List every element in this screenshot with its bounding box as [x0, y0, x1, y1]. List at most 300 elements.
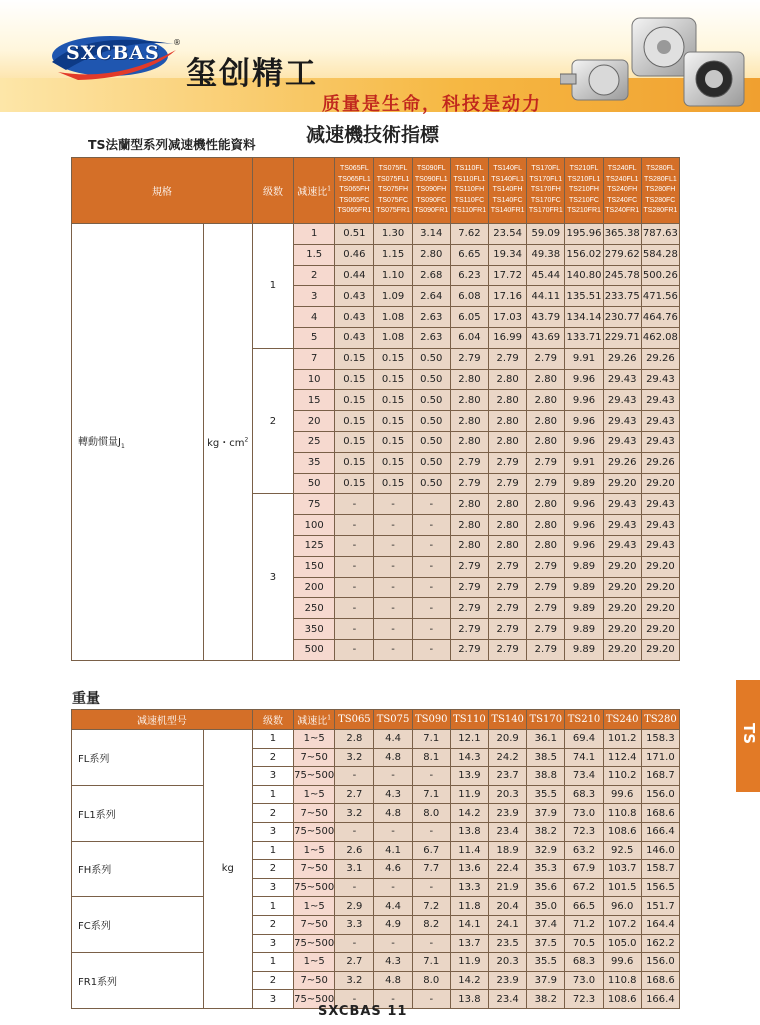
value-cell: - — [335, 639, 374, 660]
ratio-cell: 4 — [294, 307, 335, 328]
value-cell: 29.20 — [603, 577, 641, 598]
value-cell: 99.6 — [603, 785, 641, 804]
value-cell: 164.4 — [641, 915, 679, 934]
value-cell: 195.96 — [565, 224, 603, 245]
value-cell: 32.9 — [527, 841, 565, 860]
value-cell: 3.14 — [412, 224, 450, 245]
value-cell: 0.15 — [374, 369, 412, 390]
value-cell: - — [412, 598, 450, 619]
value-cell: 2.6 — [335, 841, 374, 860]
value-cell: 29.43 — [603, 369, 641, 390]
ratio-cell: 7~50 — [294, 971, 335, 990]
model-name: TS090FL — [416, 165, 446, 173]
model-name: TS280FL1 — [644, 175, 677, 183]
stage-cell: 2 — [252, 804, 293, 823]
value-cell: 2.64 — [412, 286, 450, 307]
value-cell: 0.50 — [412, 431, 450, 452]
value-cell: 233.75 — [603, 286, 641, 307]
value-cell: 37.5 — [527, 934, 565, 953]
value-cell: 71.2 — [565, 915, 603, 934]
value-cell: 6.65 — [450, 244, 488, 265]
value-cell: 29.20 — [603, 598, 641, 619]
value-cell: 9.89 — [565, 556, 603, 577]
stage-cell: 2 — [252, 971, 293, 990]
value-cell: 96.0 — [603, 897, 641, 916]
ratio-cell: 7 — [294, 348, 335, 369]
model-name: TS280FR1 — [643, 207, 678, 215]
value-cell: 29.20 — [603, 619, 641, 640]
value-cell: 2.7 — [335, 785, 374, 804]
value-cell: 4.9 — [374, 915, 412, 934]
value-cell: 156.0 — [641, 785, 679, 804]
value-cell: 462.08 — [641, 327, 679, 348]
value-cell: 12.1 — [450, 730, 488, 749]
value-cell: 11.9 — [450, 953, 488, 972]
value-cell: - — [412, 619, 450, 640]
value-cell: - — [335, 577, 374, 598]
value-cell: 2.79 — [489, 556, 527, 577]
value-cell: 9.89 — [565, 639, 603, 660]
value-cell: 44.11 — [527, 286, 565, 307]
ratio-cell: 1~5 — [294, 730, 335, 749]
stage-header: 级数 — [252, 710, 293, 730]
model-name: TS170FL1 — [529, 175, 563, 183]
model-name: TS280FC — [645, 196, 676, 204]
value-cell: 29.43 — [603, 431, 641, 452]
ratio-cell: 350 — [294, 619, 335, 640]
value-cell: 29.20 — [641, 577, 679, 598]
inertia-label-sub: 1 — [120, 443, 125, 451]
value-cell: 20.9 — [489, 730, 527, 749]
value-cell: 29.20 — [603, 639, 641, 660]
value-cell: - — [335, 619, 374, 640]
inertia-table — [71, 157, 680, 661]
value-cell: 2.80 — [527, 535, 565, 556]
value-cell: 29.43 — [603, 390, 641, 411]
value-cell: 0.50 — [412, 390, 450, 411]
value-cell: 1.30 — [374, 224, 412, 245]
value-cell: 108.6 — [603, 990, 641, 1009]
model-name: TS240FH — [607, 186, 638, 194]
value-cell: 17.03 — [489, 307, 527, 328]
value-cell: 2.80 — [489, 390, 527, 411]
value-cell: - — [335, 598, 374, 619]
value-cell: 0.50 — [412, 452, 450, 473]
model-name: TS170FC — [530, 196, 561, 204]
value-cell: 1.09 — [374, 286, 412, 307]
value-cell: 7.1 — [412, 953, 450, 972]
value-cell: 0.15 — [374, 348, 412, 369]
value-cell: 0.15 — [335, 390, 374, 411]
value-cell: 0.15 — [374, 452, 412, 473]
series-label: FR1系列 — [72, 953, 204, 1009]
value-cell: 2.79 — [527, 556, 565, 577]
value-cell: 29.20 — [641, 619, 679, 640]
value-cell: 17.16 — [489, 286, 527, 307]
value-cell: 72.3 — [565, 990, 603, 1009]
ratio-cell: 15 — [294, 390, 335, 411]
value-cell: 14.2 — [450, 971, 488, 990]
value-cell: 9.96 — [565, 494, 603, 515]
value-cell: - — [374, 639, 412, 660]
value-cell: 73.0 — [565, 971, 603, 990]
value-cell: 99.6 — [603, 953, 641, 972]
model-name: TS140FR1 — [490, 207, 525, 215]
stage-cell: 3 — [252, 934, 293, 953]
value-cell: 29.43 — [641, 515, 679, 536]
model-name: TS240FL — [607, 165, 637, 173]
model-name: TS210FH — [569, 186, 599, 194]
value-cell: 9.96 — [565, 390, 603, 411]
value-cell: 3.3 — [335, 915, 374, 934]
value-cell: 73.0 — [565, 804, 603, 823]
model-header — [489, 158, 527, 224]
value-cell: 2.80 — [489, 431, 527, 452]
value-cell: 13.9 — [450, 767, 488, 786]
value-cell: 14.3 — [450, 748, 488, 767]
value-cell: 168.6 — [641, 971, 679, 990]
value-cell: 112.4 — [603, 748, 641, 767]
table-row — [72, 953, 680, 972]
value-cell: 2.80 — [527, 411, 565, 432]
stage-cell: 2 — [252, 748, 293, 767]
value-cell: 29.43 — [641, 535, 679, 556]
value-cell: 7.2 — [412, 897, 450, 916]
value-cell: 9.91 — [565, 348, 603, 369]
value-cell: 38.2 — [527, 822, 565, 841]
value-cell: 4.4 — [374, 730, 412, 749]
ratio-cell: 1~5 — [294, 897, 335, 916]
model-name: TS240FR1 — [605, 207, 640, 215]
value-cell: - — [412, 639, 450, 660]
table-row — [72, 730, 680, 749]
value-cell: 2.79 — [489, 348, 527, 369]
value-cell: 8.0 — [412, 971, 450, 990]
value-cell: 9.96 — [565, 535, 603, 556]
value-cell: 0.50 — [412, 473, 450, 494]
ratio-header — [294, 710, 335, 730]
value-cell: 9.96 — [565, 515, 603, 536]
value-cell: 4.8 — [374, 804, 412, 823]
value-cell: 7.1 — [412, 730, 450, 749]
value-cell: 29.43 — [641, 494, 679, 515]
model-name: TS065FC — [339, 196, 370, 204]
value-cell: 36.1 — [527, 730, 565, 749]
model-name: TS280FL — [645, 165, 675, 173]
value-cell: 8.0 — [412, 804, 450, 823]
ratio-cell: 7~50 — [294, 804, 335, 823]
value-cell: - — [374, 878, 412, 897]
value-cell: 2.80 — [489, 494, 527, 515]
value-cell: 156.02 — [565, 244, 603, 265]
value-cell: 1.08 — [374, 327, 412, 348]
value-cell: 2.79 — [450, 639, 488, 660]
value-cell: 24.1 — [489, 915, 527, 934]
unit-text: kg・cm — [207, 438, 245, 450]
ratio-header-text: 减速比 — [297, 716, 328, 727]
value-cell: 22.4 — [489, 860, 527, 879]
registered-mark: ® — [173, 38, 181, 47]
value-cell: 9.91 — [565, 452, 603, 473]
model-header — [641, 158, 679, 224]
value-cell: 29.43 — [641, 369, 679, 390]
value-cell: 2.79 — [489, 452, 527, 473]
ratio-cell: 25 — [294, 431, 335, 452]
value-cell: 43.69 — [527, 327, 565, 348]
value-cell: 23.4 — [489, 822, 527, 841]
ratio-header-sup: 1 — [327, 714, 332, 722]
ratio-cell: 75~500 — [294, 934, 335, 953]
value-cell: 35.6 — [527, 878, 565, 897]
value-cell: 245.78 — [603, 265, 641, 286]
value-cell: 2.80 — [489, 411, 527, 432]
model-header — [412, 158, 450, 224]
ratio-cell: 125 — [294, 535, 335, 556]
ratio-cell: 1.5 — [294, 244, 335, 265]
value-cell: 500.26 — [641, 265, 679, 286]
value-cell: 0.43 — [335, 286, 374, 307]
value-cell: 158.3 — [641, 730, 679, 749]
value-cell: - — [374, 598, 412, 619]
unit-sup: 2 — [244, 437, 249, 445]
value-cell: 0.15 — [374, 390, 412, 411]
value-cell: 66.5 — [565, 897, 603, 916]
value-cell: 2.79 — [450, 473, 488, 494]
model-name: TS170FL — [531, 165, 561, 173]
value-cell: 2.80 — [527, 431, 565, 452]
value-cell: 4.6 — [374, 860, 412, 879]
value-cell: 29.20 — [641, 598, 679, 619]
table-row — [72, 224, 680, 245]
value-cell: 13.3 — [450, 878, 488, 897]
model-name: TS075FC — [378, 196, 409, 204]
value-cell: - — [374, 577, 412, 598]
value-cell: - — [374, 822, 412, 841]
value-cell: 0.15 — [335, 431, 374, 452]
brand-name: 玺创精工 — [186, 56, 318, 92]
ratio-cell: 50 — [294, 473, 335, 494]
value-cell: 9.89 — [565, 577, 603, 598]
value-cell: 2.79 — [450, 348, 488, 369]
value-cell: 140.80 — [565, 265, 603, 286]
value-cell: 70.5 — [565, 934, 603, 953]
value-cell: 29.26 — [641, 348, 679, 369]
value-cell: 35.5 — [527, 953, 565, 972]
model-name: TS280FH — [645, 186, 676, 194]
weight-section-title: 重量 — [72, 691, 100, 707]
stage-cell: 3 — [252, 990, 293, 1009]
model-name: TS065FL — [339, 165, 369, 173]
series-label: FL系列 — [72, 730, 204, 786]
stage-cell: 3 — [252, 878, 293, 897]
value-cell: 4.3 — [374, 953, 412, 972]
value-cell: 29.43 — [603, 515, 641, 536]
table-row — [72, 841, 680, 860]
ratio-cell: 75~500 — [294, 767, 335, 786]
model-name: TS140FL — [493, 165, 523, 173]
value-cell: 23.7 — [489, 767, 527, 786]
value-cell: 0.43 — [335, 327, 374, 348]
side-tab — [736, 680, 760, 792]
value-cell: 2.79 — [450, 598, 488, 619]
ratio-header-sup: 1 — [327, 185, 332, 193]
value-cell: 7.62 — [450, 224, 488, 245]
value-cell: 134.14 — [565, 307, 603, 328]
inertia-table-header — [72, 158, 680, 224]
model-header: 减速机型号 — [72, 710, 253, 730]
stage-cell: 1 — [252, 785, 293, 804]
value-cell: 11.9 — [450, 785, 488, 804]
value-cell: 0.15 — [335, 348, 374, 369]
value-cell: 6.05 — [450, 307, 488, 328]
value-cell: 2.79 — [527, 348, 565, 369]
model-header: TS240 — [603, 710, 641, 730]
model-name: TS210FL — [569, 165, 599, 173]
value-cell: 16.99 — [489, 327, 527, 348]
value-cell: 29.43 — [603, 535, 641, 556]
value-cell: 35.3 — [527, 860, 565, 879]
value-cell: 21.9 — [489, 878, 527, 897]
value-cell: 110.2 — [603, 767, 641, 786]
model-name: TS170FH — [530, 186, 561, 194]
value-cell: 0.43 — [335, 307, 374, 328]
value-cell: 8.1 — [412, 748, 450, 767]
value-cell: 156.5 — [641, 878, 679, 897]
value-cell: 6.7 — [412, 841, 450, 860]
model-name: TS065FL1 — [338, 175, 371, 183]
value-cell: 787.63 — [641, 224, 679, 245]
value-cell: 4.3 — [374, 785, 412, 804]
value-cell: 3.2 — [335, 971, 374, 990]
ratio-cell: 1~5 — [294, 953, 335, 972]
value-cell: 23.54 — [489, 224, 527, 245]
model-name: TS075FR1 — [376, 207, 410, 215]
value-cell: 19.34 — [489, 244, 527, 265]
model-name: TS090FH — [416, 186, 447, 194]
unit-cell: kg — [203, 730, 252, 1009]
logo-text: SXCBAS — [66, 42, 160, 64]
value-cell: 471.56 — [641, 286, 679, 307]
value-cell: - — [412, 822, 450, 841]
ratio-cell: 75~500 — [294, 990, 335, 1009]
value-cell: - — [412, 535, 450, 556]
value-cell: - — [412, 767, 450, 786]
model-name: TS140FL1 — [491, 175, 524, 183]
stage-cell: 3 — [252, 494, 293, 660]
series-label: FL1系列 — [72, 785, 204, 841]
value-cell: 2.79 — [489, 473, 527, 494]
value-cell: 38.2 — [527, 990, 565, 1009]
value-cell: - — [335, 934, 374, 953]
value-cell: 0.15 — [335, 452, 374, 473]
inertia-label-text: 轉動慣量J — [78, 437, 121, 449]
value-cell: 2.79 — [450, 577, 488, 598]
value-cell: 9.96 — [565, 411, 603, 432]
value-cell: - — [374, 990, 412, 1009]
value-cell: - — [374, 619, 412, 640]
value-cell: 13.8 — [450, 822, 488, 841]
value-cell: 2.80 — [412, 244, 450, 265]
value-cell: 2.80 — [450, 515, 488, 536]
value-cell: 18.9 — [489, 841, 527, 860]
value-cell: 63.2 — [565, 841, 603, 860]
ratio-cell: 3 — [294, 286, 335, 307]
value-cell: - — [412, 556, 450, 577]
stage-cell: 3 — [252, 767, 293, 786]
value-cell: 3.1 — [335, 860, 374, 879]
ratio-cell: 250 — [294, 598, 335, 619]
model-name: TS210FL1 — [567, 175, 601, 183]
value-cell: 9.96 — [565, 431, 603, 452]
stage-cell: 2 — [252, 348, 293, 494]
ratio-cell: 75~500 — [294, 822, 335, 841]
value-cell: 72.3 — [565, 822, 603, 841]
value-cell: - — [335, 990, 374, 1009]
value-cell: 168.7 — [641, 767, 679, 786]
ratio-cell: 2 — [294, 265, 335, 286]
value-cell: 49.38 — [527, 244, 565, 265]
value-cell: 1.10 — [374, 265, 412, 286]
model-name: TS210FC — [569, 196, 599, 204]
model-name: TS140FC — [492, 196, 523, 204]
value-cell: 2.79 — [489, 598, 527, 619]
value-cell: 2.79 — [527, 619, 565, 640]
value-cell: - — [374, 767, 412, 786]
ratio-header-text: 减速比 — [297, 187, 328, 198]
stage-cell: 1 — [252, 224, 293, 349]
value-cell: 92.5 — [603, 841, 641, 860]
value-cell: 2.80 — [527, 515, 565, 536]
value-cell: 13.8 — [450, 990, 488, 1009]
value-cell: 101.5 — [603, 878, 641, 897]
value-cell: 35.0 — [527, 897, 565, 916]
side-tab-label: TS — [740, 723, 758, 745]
value-cell: 35.5 — [527, 785, 565, 804]
model-header — [565, 158, 603, 224]
value-cell: - — [374, 535, 412, 556]
value-cell: - — [374, 494, 412, 515]
model-header: TS110 — [450, 710, 488, 730]
value-cell: 8.2 — [412, 915, 450, 934]
value-cell: 37.4 — [527, 915, 565, 934]
value-cell: 74.1 — [565, 748, 603, 767]
value-cell: 0.50 — [412, 411, 450, 432]
stage-cell: 2 — [252, 915, 293, 934]
value-cell: 13.7 — [450, 934, 488, 953]
value-cell: 7.7 — [412, 860, 450, 879]
value-cell: 29.20 — [641, 556, 679, 577]
stage-cell: 1 — [252, 730, 293, 749]
value-cell: 158.7 — [641, 860, 679, 879]
model-header — [450, 158, 488, 224]
value-cell: 2.63 — [412, 327, 450, 348]
value-cell: 2.80 — [450, 411, 488, 432]
value-cell: 101.2 — [603, 730, 641, 749]
value-cell: 29.43 — [641, 390, 679, 411]
value-cell: 29.43 — [641, 411, 679, 432]
value-cell: - — [412, 577, 450, 598]
value-cell: 0.50 — [412, 369, 450, 390]
value-cell: 0.44 — [335, 265, 374, 286]
value-cell: 162.2 — [641, 934, 679, 953]
model-name: TS075FL1 — [376, 175, 410, 183]
value-cell: 11.8 — [450, 897, 488, 916]
value-cell: 29.20 — [603, 473, 641, 494]
value-cell: 29.20 — [641, 639, 679, 660]
value-cell: 464.76 — [641, 307, 679, 328]
ratio-cell: 7~50 — [294, 915, 335, 934]
value-cell: 67.9 — [565, 860, 603, 879]
